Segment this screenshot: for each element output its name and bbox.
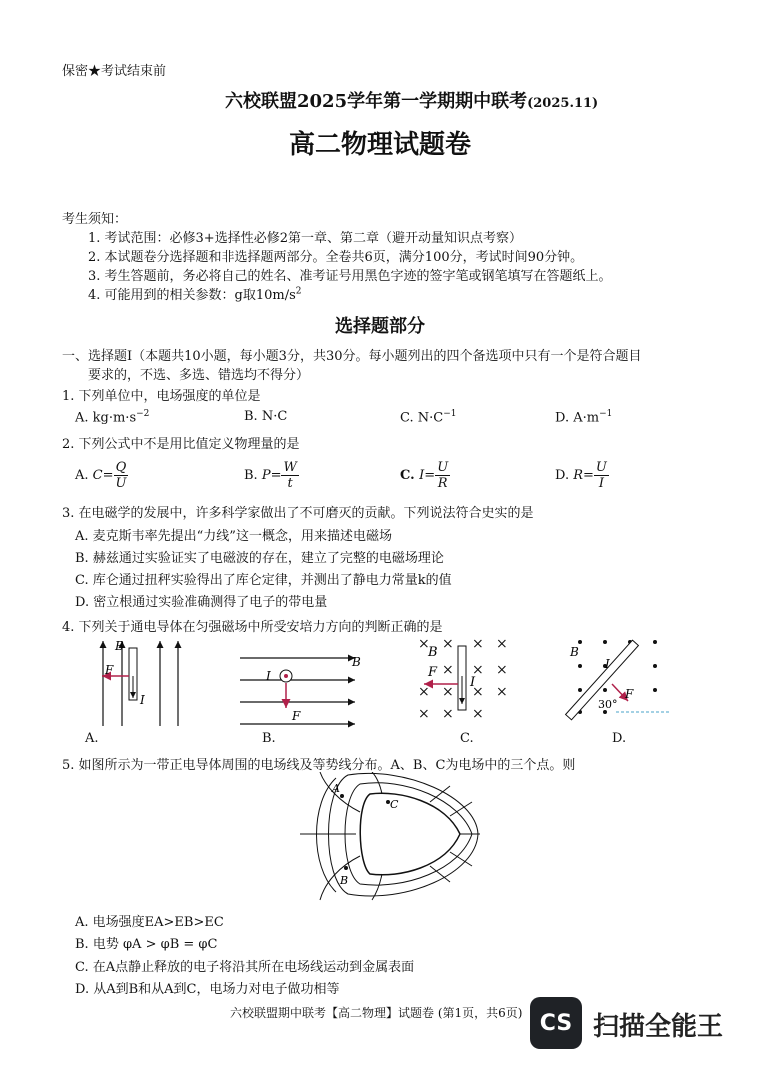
svg-text:×: × [418, 706, 430, 722]
q1-option-b: B. N·C [244, 409, 288, 424]
q4c-i-label: I [470, 675, 476, 690]
q4-stem: 4. 下列关于通电导体在匀强磁场中所受安培力方向的判断正确的是 [62, 620, 443, 635]
q2-a-label: A. [75, 468, 93, 483]
q2-a-lhs: C= [92, 468, 114, 483]
q2-d-fraction [594, 460, 609, 491]
q4d-f-label: F [625, 687, 634, 701]
q2-c-num: U [437, 460, 449, 475]
q3-option-a: A. 麦克斯韦率先提出“力线”这一概念，用来描述电磁场 [75, 529, 392, 544]
q1-a-sup: −2 [136, 409, 150, 419]
exam-title [225, 87, 598, 113]
q4c-b-label: B [428, 645, 438, 660]
q4-label-a: A. [85, 731, 99, 746]
q2-b-den: t [287, 476, 293, 491]
q4a-f-label: F [105, 663, 114, 677]
q2-a-den: U [115, 476, 127, 491]
q2-option-b [244, 460, 299, 491]
q5-fig-label-a: A [332, 782, 340, 795]
camscanner-logo [530, 997, 582, 1049]
svg-text:×: × [472, 706, 484, 722]
q1-d-text: D. A·m [555, 410, 600, 426]
q4-figure-b [240, 655, 361, 724]
part1-instruction-line1: 一、选择题Ⅰ（本题共10小题，每小题3分，共30分。每小题列出的四个备选项中只有一个是符合题目 [62, 349, 642, 364]
q1-d-sup: −1 [599, 409, 613, 419]
q4-figure-d [566, 640, 670, 720]
svg-text:×: × [418, 636, 430, 652]
svg-text:×: × [442, 662, 454, 678]
svg-text:×: × [442, 684, 454, 700]
svg-text:×: × [442, 706, 454, 722]
notice-item-4-sup: 2 [295, 286, 302, 297]
q4-figure-c [418, 636, 508, 722]
q1-option-c [400, 409, 456, 425]
q5-fig-label-b: B [340, 874, 349, 887]
q2-b-fraction [281, 460, 298, 491]
svg-text:×: × [472, 636, 484, 652]
q2-c-lhs: I= [419, 468, 436, 483]
svg-text:×: × [472, 662, 484, 678]
q1-a-text: A. kg·m·s [75, 410, 137, 426]
q5-option-b: B. 电势 φA > φB = φC [75, 937, 218, 952]
q3-option-d: D. 密立根通过实验准确测得了电子的带电量 [75, 595, 328, 610]
notice-item-3: 3. 考生答题前，务必将自己的姓名、准考证号用黑色字迹的签字笔或钢笔填写在答题纸上。 [88, 269, 612, 284]
q4-label-b: B. [262, 731, 276, 746]
q2-d-den: I [598, 476, 604, 491]
q5-a-rest: A>EB>EC [154, 915, 224, 930]
q2-c-fraction [435, 460, 450, 491]
q4-label-d: D. [612, 731, 627, 746]
notice-item-1: 1. 考试范围：必修3+选择性必修2第一章、第二章（避开动量知识点考察） [88, 231, 522, 246]
q1-c-text: C. N·C [400, 410, 444, 426]
q3-stem: 3. 在电磁学的发展中，许多科学家做出了不可磨灭的贡献。下列说法符合史实的是 [62, 506, 534, 521]
svg-text:×: × [496, 684, 508, 700]
svg-text:×: × [496, 636, 508, 652]
q2-d-num: U [595, 460, 607, 475]
page-footer: 六校联盟期中联考【高二物理】试题卷 (第1页，共6页) [230, 1006, 523, 1020]
camscanner-logo-text: CS [539, 1010, 573, 1036]
paper-subtitle: 高二物理试题卷 [288, 130, 471, 160]
q4d-i-label: I [605, 657, 610, 671]
q2-b-label: B. [244, 468, 262, 483]
q5-option-a [75, 911, 224, 930]
q4c-f-label: F [428, 665, 438, 680]
q1-c-sup: −1 [443, 409, 457, 419]
q5-fig-label-c: C [390, 798, 399, 811]
q2-d-lhs: R= [573, 468, 594, 483]
svg-text:×: × [496, 662, 508, 678]
q2-d-label: D. [555, 468, 574, 483]
q2-stem: 2. 下列公式中不是用比值定义物理量的是 [62, 437, 300, 452]
q2-b-num: W [283, 460, 297, 475]
q4a-i-label: I [140, 693, 145, 707]
notice-item-2: 2. 本试题卷分选择题和非选择题两部分。全卷共6页，满分100分，考试时间90分钟。 [88, 250, 584, 265]
q3-option-b: B. 赫兹通过实验证实了电磁波的存在，建立了完整的电磁场理论 [75, 551, 444, 566]
q5-option-c: C. 在A点静止释放的电子将沿其所在电场线运动到金属表面 [75, 960, 415, 975]
q3-option-c: C. 库仑通过扭秤实验得出了库仑定律，并测出了静电力常量k的值 [75, 573, 452, 588]
q5-a-text: A. 电场强度E [75, 915, 155, 930]
q2-a-fraction [114, 460, 129, 491]
svg-text:×: × [442, 636, 454, 652]
q4b-i-label: I [266, 669, 271, 683]
q5-stem: 5. 如图所示为一带正电导体周围的电场线及等势线分布。A、B、C为电场中的三个点。则 [62, 758, 576, 773]
q4d-angle-label: 30° [598, 698, 618, 711]
part1-instruction-line2: 要求的，不选、多选、错选均不得分） [88, 368, 310, 383]
q4-figures [60, 636, 700, 746]
exam-title-main: 六校联盟2025学年第一学期期中联考 [225, 91, 528, 112]
q2-option-d [555, 460, 609, 491]
q4-label-c: C. [460, 731, 474, 746]
notice-item-4-text: 4. 可能用到的相关参数：g取10m/s [88, 288, 296, 303]
q2-b-lhs: P= [261, 468, 282, 483]
q1-option-d [555, 409, 612, 425]
q5-option-d: D. 从A到B和从A到C，电场力对电子做功相等 [75, 982, 340, 997]
svg-text:×: × [472, 684, 484, 700]
notice-heading: 考生须知： [62, 212, 128, 227]
q4a-b-label: B [115, 639, 124, 653]
q4b-b-label: B [352, 655, 361, 669]
exam-title-date: (2025.11) [527, 96, 599, 111]
q2-a-num: Q [114, 460, 129, 476]
q1-option-a [75, 409, 149, 425]
watermark-text: 扫描全能王 [593, 1012, 724, 1042]
q2-c-den: R [437, 476, 448, 491]
q2-option-c [400, 460, 450, 491]
q4-figure-a [102, 639, 178, 726]
section-title: 选择题部分 [335, 316, 425, 337]
svg-text:×: × [418, 684, 430, 700]
q4d-b-label: B [570, 645, 579, 659]
q4b-f-label: F [292, 709, 301, 723]
q2-c-label: C. [400, 468, 420, 483]
q5-field-figure [300, 772, 480, 902]
confidential-label: 保密★考试结束前 [62, 64, 167, 79]
q1-stem: 1. 下列单位中，电场强度的单位是 [62, 389, 261, 404]
notice-item-4 [88, 284, 302, 303]
q2-option-a [75, 460, 128, 491]
